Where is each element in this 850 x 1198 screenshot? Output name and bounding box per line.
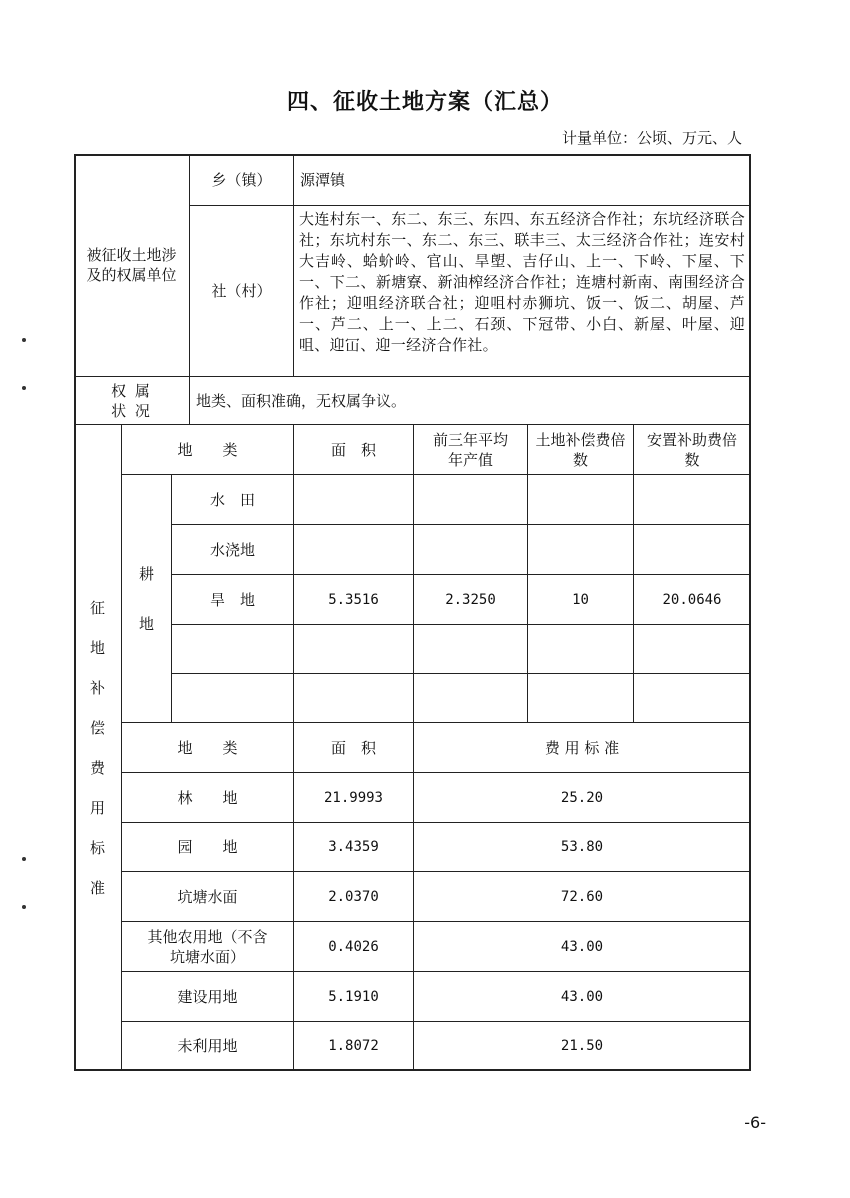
- other-land-area: 5.1910: [294, 972, 414, 1022]
- farmland-area: [294, 625, 414, 674]
- ownership-status-label: 权 属 状 况: [74, 377, 190, 425]
- scan-mark-dot: [22, 338, 26, 342]
- other-land-standard: 21.50: [414, 1022, 751, 1071]
- farmland-land-multiple: 10: [528, 575, 634, 625]
- section-label-char: 准: [89, 878, 105, 897]
- farmland-header-land-multiple: 土地补偿费倍 数: [528, 425, 634, 475]
- other-land-area: 21.9993: [294, 773, 414, 823]
- farmland-header-land-type: 地 类: [122, 425, 294, 475]
- section-label-char: 标: [89, 838, 105, 857]
- other-land-area: 2.0370: [294, 872, 414, 922]
- other-land-type: 园 地: [122, 823, 294, 872]
- township-value: 源潭镇: [294, 154, 751, 206]
- scan-mark-dot: [22, 857, 26, 861]
- farmland-type: [172, 674, 294, 723]
- farmland-resettle-multiple: [634, 475, 751, 525]
- other-land-standard: 53.80: [414, 823, 751, 872]
- farmland-area: 5.3516: [294, 575, 414, 625]
- farmland-land-multiple: [528, 525, 634, 575]
- section-label-char: 地: [89, 638, 105, 657]
- section-label-char: 用: [89, 798, 105, 817]
- ownership-unit-label: 被征收土地涉及的权属单位: [74, 154, 190, 377]
- farmland-avg-output: 2.3250: [414, 575, 528, 625]
- other-land-standard: 25.20: [414, 773, 751, 823]
- village-label: 社（村）: [190, 206, 294, 377]
- measurement-unit-note: 计量单位：公顷、万元、人: [561, 129, 742, 147]
- farmland-resettle-multiple: 20.0646: [634, 575, 751, 625]
- other-land-area: 0.4026: [294, 922, 414, 972]
- farmland-resettle-multiple: [634, 674, 751, 723]
- other-land-area: 3.4359: [294, 823, 414, 872]
- farmland-avg-output: [414, 475, 528, 525]
- farmland-resettle-multiple: [634, 625, 751, 674]
- farmland-land-multiple: [528, 625, 634, 674]
- farmland-avg-output: [414, 674, 528, 723]
- section-label-char: 征: [89, 598, 105, 617]
- township-label: 乡（镇）: [190, 154, 294, 206]
- section-label-char: 费: [89, 758, 105, 777]
- other-land-type: 未利用地: [122, 1022, 294, 1071]
- section-label-char: 补: [89, 678, 105, 697]
- farmland-area: [294, 525, 414, 575]
- other-land-type: 建设用地: [122, 972, 294, 1022]
- farmland-type: 旱 地: [172, 575, 294, 625]
- other-land-type: 林 地: [122, 773, 294, 823]
- farmland-header-resettle-multiple: 安置补助费倍 数: [634, 425, 751, 475]
- land-acquisition-table: [74, 154, 751, 1071]
- other-land-type: 坑塘水面: [122, 872, 294, 922]
- compensation-section-label: [74, 425, 122, 1071]
- page-title: 四、征收土地方案（汇总）: [286, 90, 563, 115]
- farmland-area: [294, 475, 414, 525]
- other-header-area: 面 积: [294, 723, 414, 773]
- page-number: -6-: [744, 1113, 766, 1132]
- farmland-area: [294, 674, 414, 723]
- other-header-standard: 费 用 标 准: [414, 723, 751, 773]
- other-land-type: 其他农用地（不含坑塘水面）: [122, 922, 294, 972]
- farmland-avg-output: [414, 625, 528, 674]
- farmland-type: [172, 625, 294, 674]
- farmland-header-avg-output: 前三年平均年产值: [414, 425, 528, 475]
- other-land-standard: 43.00: [414, 922, 751, 972]
- scan-mark-dot: [22, 905, 26, 909]
- farmland-type: 水 田: [172, 475, 294, 525]
- other-header-land-type: 地 类: [122, 723, 294, 773]
- farmland-land-multiple: [528, 475, 634, 525]
- scan-mark-dot: [22, 386, 26, 390]
- farmland-type: 水浇地: [172, 525, 294, 575]
- ownership-status-value: 地类、面积准确，无权属争议。: [190, 377, 751, 425]
- farmland-avg-output: [414, 525, 528, 575]
- village-value: 大连村东一、东二、东三、东四、东五经济合作社；东坑经济联合社；东坑村东一、东二、东三、联丰三、太三经济合作社；连安村大吉岭、蛤蚧岭、官山、旱塱、吉仔山、上一、下岭、下屋、下一、下二、新塘寮、新油榨经济合作社；连塘村新南、南围经济合作社；迎咀经济联合社；迎咀村赤狮坑、饭一、饭二、胡屋、芦一、芦二、上一、上二、石颈、下冠带、小白、新屋、叶屋、迎咀、迎冚、迎一经济合作社。: [294, 206, 751, 377]
- farmland-resettle-multiple: [634, 525, 751, 575]
- other-land-standard: 72.60: [414, 872, 751, 922]
- farmland-land-multiple: [528, 674, 634, 723]
- other-land-area: 1.8072: [294, 1022, 414, 1071]
- farmland-group-label: 耕地: [122, 475, 172, 723]
- farmland-header-area: 面 积: [294, 425, 414, 475]
- other-land-standard: 43.00: [414, 972, 751, 1022]
- section-label-char: 偿: [89, 718, 105, 737]
